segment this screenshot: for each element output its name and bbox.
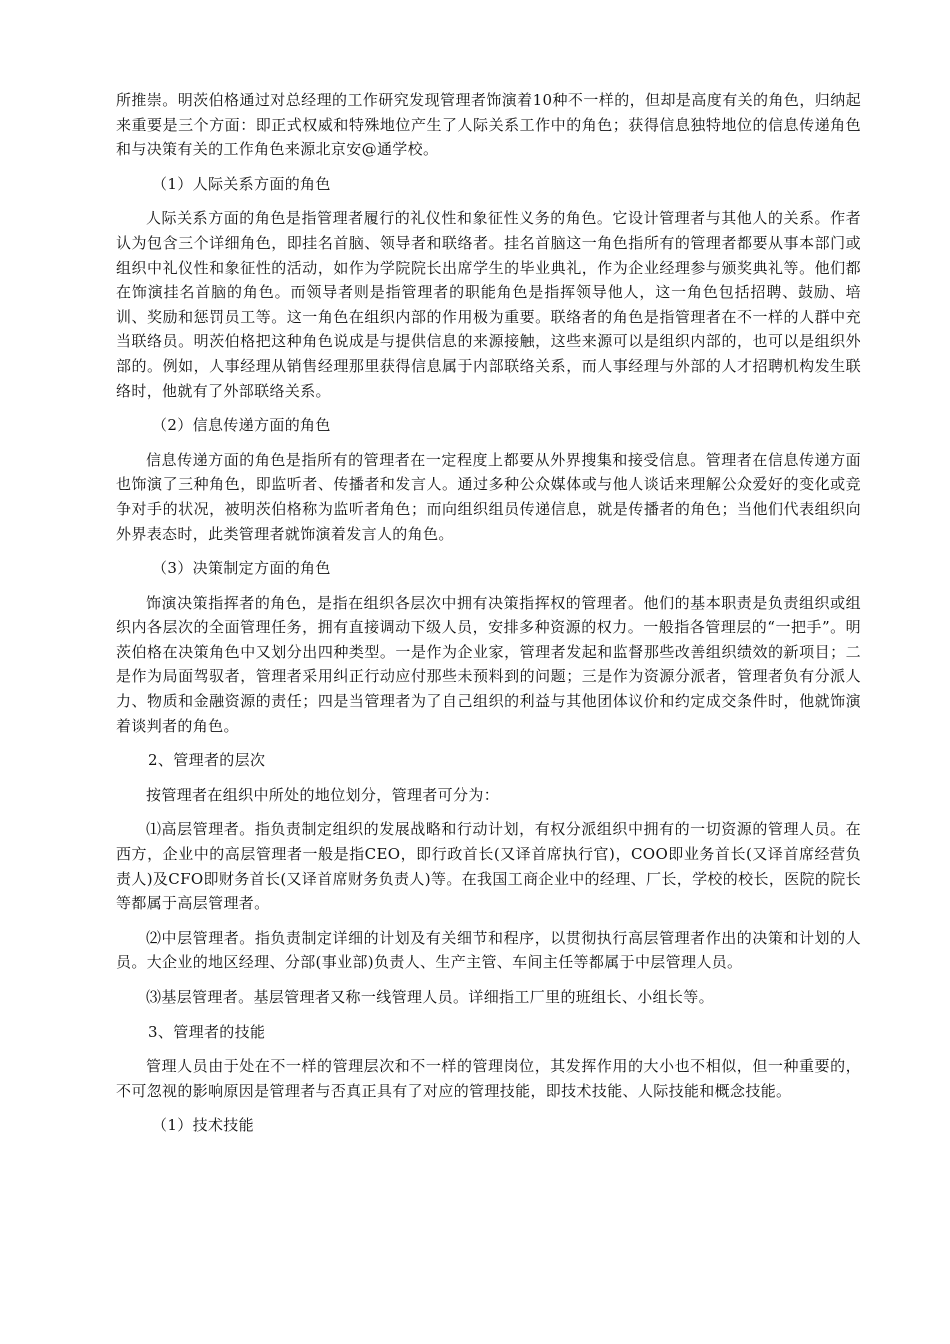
paragraph-informational-roles: 信息传递方面的角色是指所有的管理者在一定程度上都要从外界搜集和接受信息。管理者在信息传递方面也饰演了三种角色，即监听者、传播者和发言人。通过多种公众媒体或与他人谈话来理解公众爱好的变化或竞争对手的状况，被明茨伯格称为监听者角色；而向组织组员传递信息，就是传播者的角色；当他们代表组织向外界表态时，此类管理者就饰演着发言人的角色。 [116,450,861,543]
paragraph-first-line-managers: ⑶基层管理者。基层管理者又称一线管理人员。详细指工厂里的班组长、小组长等。 [146,988,714,1006]
heading-informational-roles: （2）信息传递方面的角色 [152,416,331,435]
heading-decisional-roles: （3）决策制定方面的角色 [152,559,331,578]
paragraph-interpersonal-roles: 人际关系方面的角色是指管理者履行的礼仪性和象征性义务的角色。它设计管理者与其他人的关系。作者认为包含三个详细角色，即挂名首脑、领导者和联络者。挂名首脑这一角色指所有的管理者都要从事本部门或组织中礼仪性和象征性的活动，如作为学院院长出席学生的毕业典礼，作为企业经理参与颁奖典礼等。他们都在饰演挂名首脑的角色。而领导者则是指管理者的职能角色是指挥领导他人，这一角色包括招聘、鼓励、培训、奖励和惩罚员工等。这一角色在组织内部的作用极为重要。联络者的角色是指管理者在不一样的人群中充当联络员。明茨伯格把这种角色说成是与提供信息的来源接触，这些来源可以是组织内部的，也可以是组织外部的。例如，人事经理从销售经理那里获得信息属于内部联络关系，而人事经理与外部的人才招聘机构发生联络时，他就有了外部联络关系。 [116,209,861,400]
heading-technical-skills: （1）技术技能 [152,1116,254,1135]
document-page [116,88,861,1148]
paragraph-skills-intro: 管理人员由于处在不一样的管理层次和不一样的管理岗位，其发挥作用的大小也不相似，但一种重要的，不可忽视的影响原因是管理者与否真正具有了对应的管理技能，即技术技能、人际技能和概念技能。 [116,1057,861,1100]
heading-manager-levels: 2、管理者的层次 [148,751,266,770]
heading-manager-skills: 3、管理者的技能 [148,1022,266,1041]
paragraph-levels-intro: 按管理者在组织中所处的地位划分，管理者可分为： [146,785,500,804]
paragraph-top-managers: ⑴高层管理者。指负责制定组织的发展战略和行动计划，有权分派组织中拥有的一切资源的管理人员。在西方，企业中的高层管理者一般是指CEO，即行政首长(又译首席执行官)，COO即业务首长(又译首席经营负责人)及CFO即财务首长(又译首席财务负责人)等。在我国工商企业中的经理、厂长，学校的校长，医院的院长等都属于高层管理者。 [116,820,861,913]
paragraph-roles-intro: 所推崇。明茨伯格通过对总经理的工作研究发现管理者饰演着10种不一样的，但却是高度有关的角色，归纳起来重要是三个方面：即正式权威和特殊地位产生了人际关系工作中的角色；获得信息独特地位的信息传递角色和与决策有关的工作角色来源北京安@通学校。 [116,91,861,159]
paragraph-decisional-roles: 饰演决策指挥者的角色，是指在组织各层次中拥有决策指挥权的管理者。他们的基本职责是负责组织或组织内各层次的全面管理任务，拥有直接调动下级人员，安排多种资源的权力。一般指各管理层的“一把手”。明茨伯格在决策角色中又划分出四种类型。一是作为企业家，管理者发起和监督那些改善组织绩效的新项目；二是作为局面驾驭者，管理者采用纠正行动应付那些未预料到的问题；三是作为资源分派者，管理者负有分派人力、物质和金融资源的责任；四是当管理者为了自己组织的利益与其他团体议价和约定成交条件时，他就饰演着谈判者的角色。 [116,593,861,735]
paragraph-middle-managers: ⑵中层管理者。指负责制定详细的计划及有关细节和程序，以贯彻执行高层管理者作出的决策和计划的人员。大企业的地区经理、分部(事业部)负责人、生产主管、车间主任等都属于中层管理人员。 [116,928,861,972]
heading-interpersonal-roles: （1）人际关系方面的角色 [152,174,331,193]
